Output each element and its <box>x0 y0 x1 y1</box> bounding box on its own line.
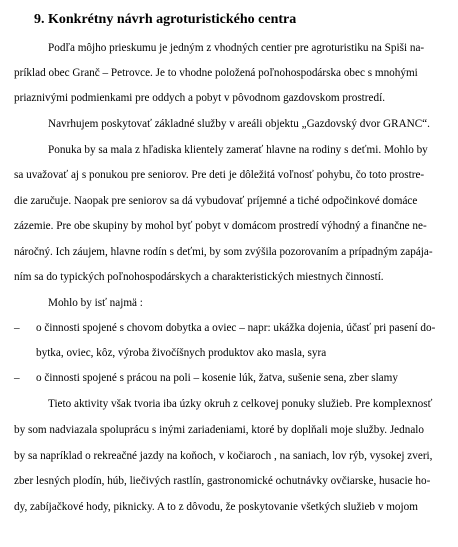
section-heading: 9. Konkrétny návrh agroturistického centra <box>34 12 297 27</box>
paragraph-line: dy, zabíjačkové hody, piknicky. A to z dôvodu, že poskytovanie všetkých služieb v mojom <box>14 501 418 513</box>
paragraph-line: Navrhujem poskytovať základné služby v areáli objektu „Gazdovský dvor GRANC“. <box>48 118 430 130</box>
list-item: o činnosti spojené s prácou na poli – kosenie lúk, žatva, sušenie sena, zber slamy <box>36 372 398 384</box>
paragraph-line: by som nadviazala spoluprácu s inými zariadeniami, ktoré by doplňali moje služby. Jednalo <box>14 424 424 436</box>
bullet-dash: – <box>14 322 20 334</box>
list-item: o činnosti spojené s chovom dobytka a oviec – napr: ukážka dojenia, účasť pri pasení do- <box>36 322 436 334</box>
paragraph-line: Tieto aktivity však tvoria iba úzky okruh z celkovej ponuky služieb. Pre komplexnosť <box>48 398 433 410</box>
paragraph-line: Ponuka by sa mala z hľadiska klientely zamerať hlavne na rodiny s deťmi. Mohlo by <box>48 144 428 156</box>
paragraph-line: zber lesných plodín, húb, liečivých rastlín, gastronomické ochutnávky ovčiarske, husacie ho- <box>14 475 431 487</box>
paragraph-line: ním sa do typických poľnohospodárskych a charakteristických miestnych činností. <box>14 271 384 283</box>
list-item-continuation: bytka, oviec, kôz, výroba živočíšnych produktov ako masla, syra <box>36 347 327 359</box>
paragraph-line: sa uvažovať aj s ponukou pre seniorov. Pre deti je dôležitá voľnosť pohybu, čo toto prostre- <box>14 169 425 181</box>
paragraph-line: Podľa môjho prieskumu je jedným z vhodných centier pre agroturistiku na Spiši na- <box>48 42 425 54</box>
bullet-dash: – <box>14 372 20 384</box>
paragraph-line: priaznivými podmienkami pre oddych a pobyt v pôvodnom gazdovskom prostredí. <box>14 92 385 104</box>
paragraph-line: die zaručuje. Naopak pre seniorov sa dá vybudovať príjemné a tiché odpočinkové domáce <box>14 195 418 207</box>
paragraph-line: náročný. Ich záujem, hlavne rodín s deťmi, by som zvýšila pozorovaním a prípadným zapája- <box>14 246 433 258</box>
paragraph-line: príklad obec Granč – Petrovce. Je to vhodne položená poľnohospodárska obec s mnohými <box>14 67 418 79</box>
paragraph-line: Mohlo by isť najmä : <box>48 297 143 309</box>
paragraph-line: by sa napríklad o rekreačné jazdy na koňoch, v kočiaroch , na saniach, lov rýb, vysokej zveri, <box>14 450 433 462</box>
paragraph-line: zázemie. Pre obe skupiny by mohol byť pobyt v domácom prostredí výhodný a finančne ne- <box>14 220 427 232</box>
